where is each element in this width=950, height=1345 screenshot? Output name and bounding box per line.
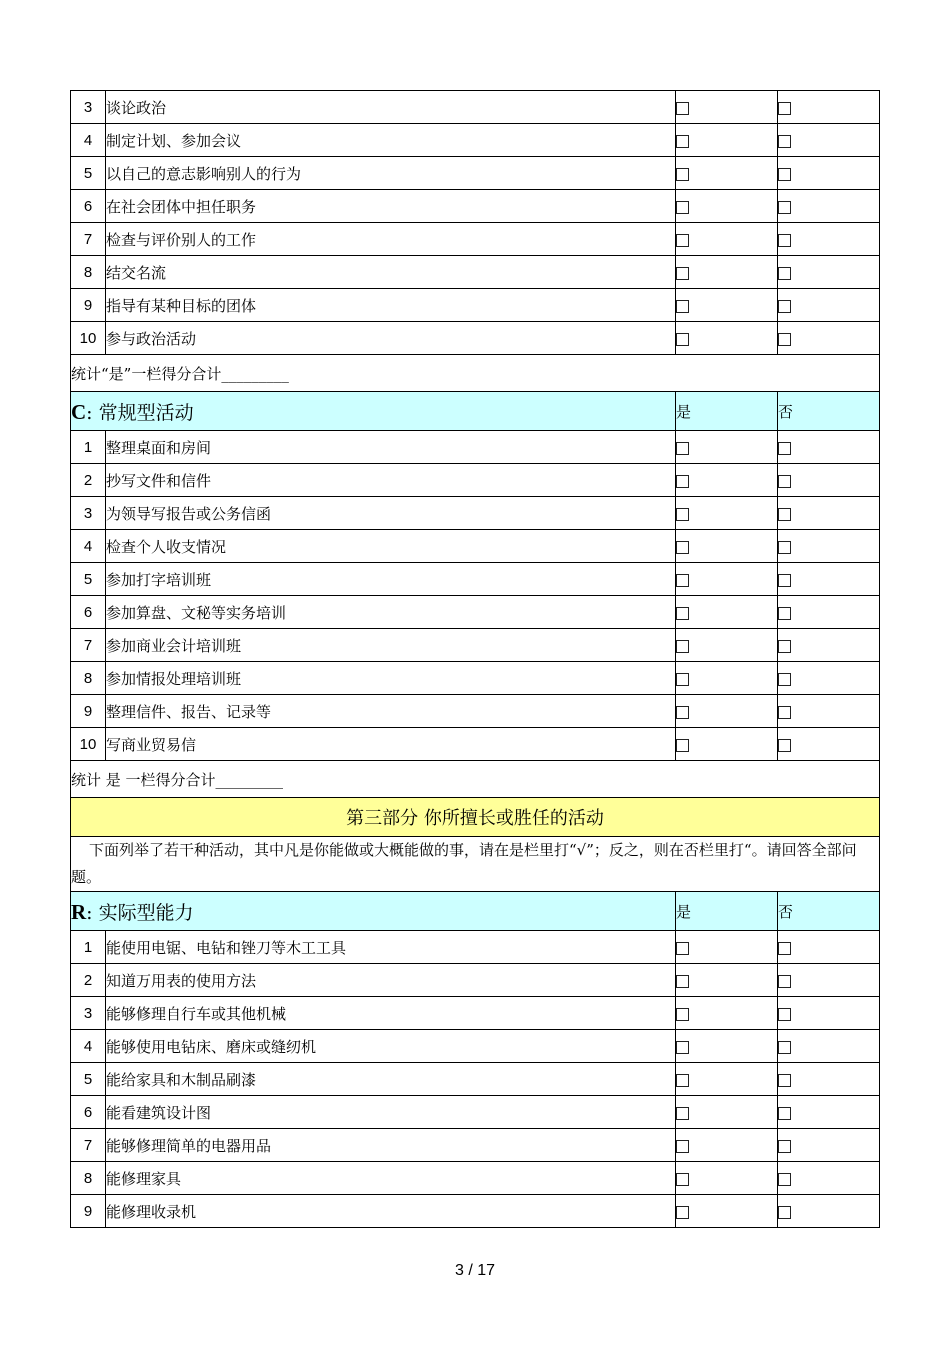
section-e-total-label[interactable]: 统计“是”一栏得分合计_________	[71, 355, 880, 392]
section-c-row	[71, 530, 880, 563]
section-e-row-text: 结交名流	[106, 256, 676, 289]
section-r-yes-cell	[676, 1195, 778, 1228]
section-r-row	[71, 1129, 880, 1162]
section-c-row	[71, 629, 880, 662]
section-c-row	[71, 695, 880, 728]
section-r-yes-cell	[676, 964, 778, 997]
section-r-row-text: 能修理收录机	[106, 1195, 676, 1228]
yes-checkbox[interactable]	[676, 739, 689, 752]
no-checkbox[interactable]	[778, 607, 791, 620]
section-r-yes-cell	[676, 997, 778, 1030]
section-c-row-text: 参加情报处理培训班	[106, 662, 676, 695]
section-r-row-number: 7	[71, 1129, 106, 1162]
section-c-no-cell	[778, 629, 880, 662]
section-c-no-cell	[778, 596, 880, 629]
yes-checkbox[interactable]	[676, 1008, 689, 1021]
section-c-yes-header: 是	[676, 392, 778, 431]
section-r-row-text: 能使用电锯、电钻和锉刀等木工工具	[106, 931, 676, 964]
section-c-row-text: 参加算盘、文秘等实务培训	[106, 596, 676, 629]
section-r-row	[71, 997, 880, 1030]
section-r-no-cell	[778, 1195, 880, 1228]
section-r-row-number: 6	[71, 1096, 106, 1129]
no-checkbox[interactable]	[778, 333, 791, 346]
yes-checkbox[interactable]	[676, 607, 689, 620]
no-checkbox[interactable]	[778, 574, 791, 587]
yes-checkbox[interactable]	[676, 706, 689, 719]
section-c-yes-cell	[676, 629, 778, 662]
section-e-no-cell	[778, 322, 880, 355]
section-c-row-number: 7	[71, 629, 106, 662]
section-r-rows	[71, 931, 880, 1228]
section-r-row	[71, 1162, 880, 1195]
section-c-row-number: 5	[71, 563, 106, 596]
section-e-row-number: 9	[71, 289, 106, 322]
section-c-row-number: 9	[71, 695, 106, 728]
section-e-no-cell	[778, 190, 880, 223]
no-checkbox[interactable]	[778, 442, 791, 455]
section-r-row	[71, 1096, 880, 1129]
section-c-yes-cell	[676, 596, 778, 629]
section-e-row-text: 在社会团体中担任职务	[106, 190, 676, 223]
section-e-row-text: 检查与评价别人的工作	[106, 223, 676, 256]
section-r-row	[71, 1030, 880, 1063]
no-checkbox[interactable]	[778, 706, 791, 719]
section-c-row	[71, 728, 880, 761]
section-r-yes-cell	[676, 1063, 778, 1096]
section-r-no-cell	[778, 1096, 880, 1129]
section-e-row-text: 谈论政治	[106, 91, 676, 124]
section-e-no-cell	[778, 124, 880, 157]
no-checkbox[interactable]	[778, 739, 791, 752]
yes-checkbox[interactable]	[676, 201, 689, 214]
section-c-row-text: 整理桌面和房间	[106, 431, 676, 464]
section-r-no-cell	[778, 964, 880, 997]
section-c-row-text: 抄写文件和信件	[106, 464, 676, 497]
section-e-row	[71, 256, 880, 289]
section-c-row-text: 整理信件、报告、记录等	[106, 695, 676, 728]
section-e-row-number: 3	[71, 91, 106, 124]
section-e-row	[71, 190, 880, 223]
section-c-row-text: 参加商业会计培训班	[106, 629, 676, 662]
section-c-row	[71, 497, 880, 530]
no-checkbox[interactable]	[778, 1173, 791, 1186]
no-checkbox[interactable]	[778, 267, 791, 280]
no-checkbox[interactable]	[778, 673, 791, 686]
yes-checkbox[interactable]	[676, 442, 689, 455]
no-checkbox[interactable]	[778, 541, 791, 554]
section-e-row-number: 4	[71, 124, 106, 157]
yes-checkbox[interactable]	[676, 1206, 689, 1219]
section-r-row	[71, 1195, 880, 1228]
section-e-no-cell	[778, 223, 880, 256]
section-r-row-number: 9	[71, 1195, 106, 1228]
section-e-yes-cell	[676, 256, 778, 289]
yes-checkbox[interactable]	[676, 640, 689, 653]
section-r-row	[71, 1063, 880, 1096]
section-c-row-text: 参加打字培训班	[106, 563, 676, 596]
section-e-row	[71, 289, 880, 322]
section-c-row-text: 写商业贸易信	[106, 728, 676, 761]
no-checkbox[interactable]	[778, 942, 791, 955]
section-c-no-cell	[778, 530, 880, 563]
yes-checkbox[interactable]	[676, 333, 689, 346]
section-c-letter: C	[71, 399, 87, 424]
section-e-total	[71, 355, 880, 392]
no-checkbox[interactable]	[778, 1107, 791, 1120]
section-r-row-text: 能看建筑设计图	[106, 1096, 676, 1129]
section-r-row-number: 3	[71, 997, 106, 1030]
section-e-yes-cell	[676, 124, 778, 157]
no-checkbox[interactable]	[778, 135, 791, 148]
section-c-name: : 常规型活动	[86, 401, 194, 424]
section-e-row-text: 以自己的意志影响别人的行为	[106, 157, 676, 190]
section-r-row-text: 能够使用电钻床、磨床或缝纫机	[106, 1030, 676, 1063]
yes-checkbox[interactable]	[676, 942, 689, 955]
section-c-row	[71, 596, 880, 629]
section-r-row-text: 知道万用表的使用方法	[106, 964, 676, 997]
section-c-row-number: 8	[71, 662, 106, 695]
yes-checkbox[interactable]	[676, 1074, 689, 1087]
part3-title: 第三部分 你所擅长或胜任的活动	[71, 798, 880, 837]
page-number: 3 / 17	[454, 1262, 496, 1279]
section-c-header	[71, 392, 880, 431]
section-e-row-text: 指导有某种目标的团体	[106, 289, 676, 322]
section-r-row-number: 1	[71, 931, 106, 964]
yes-checkbox[interactable]	[676, 673, 689, 686]
section-e-row	[71, 124, 880, 157]
section-r-yes-cell	[676, 1162, 778, 1195]
section-r-no-cell	[778, 1063, 880, 1096]
yes-checkbox[interactable]	[676, 135, 689, 148]
section-c-total-label[interactable]: 统计 是 一栏得分合计_________	[71, 761, 880, 798]
section-r-no-cell	[778, 1129, 880, 1162]
section-c-no-cell	[778, 662, 880, 695]
section-e-row-number: 8	[71, 256, 106, 289]
no-checkbox[interactable]	[778, 508, 791, 521]
section-r-yes-cell	[676, 1129, 778, 1162]
section-r-row-number: 2	[71, 964, 106, 997]
section-r-row-number: 5	[71, 1063, 106, 1096]
no-checkbox[interactable]	[778, 475, 791, 488]
no-checkbox[interactable]	[778, 168, 791, 181]
section-c-yes-cell	[676, 662, 778, 695]
section-r-row-text: 能修理家具	[106, 1162, 676, 1195]
section-c-yes-cell	[676, 497, 778, 530]
section-e-row	[71, 91, 880, 124]
section-e-no-cell	[778, 256, 880, 289]
section-r-yes-cell	[676, 1096, 778, 1129]
no-checkbox[interactable]	[778, 1140, 791, 1153]
section-r-row-number: 4	[71, 1030, 106, 1063]
section-r-yes-cell	[676, 1030, 778, 1063]
section-c-row-number: 1	[71, 431, 106, 464]
section-e-rows	[71, 91, 880, 355]
section-c-yes-cell	[676, 464, 778, 497]
section-e-row-text: 制定计划、参加会议	[106, 124, 676, 157]
section-c-yes-cell	[676, 695, 778, 728]
section-c-row	[71, 464, 880, 497]
yes-checkbox[interactable]	[676, 1107, 689, 1120]
no-checkbox[interactable]	[778, 1074, 791, 1087]
section-e-yes-cell	[676, 190, 778, 223]
section-c-row	[71, 662, 880, 695]
section-c-row-text: 为领导写报告或公务信函	[106, 497, 676, 530]
section-r-title	[71, 892, 676, 931]
section-e-row	[71, 157, 880, 190]
section-e-row-number: 5	[71, 157, 106, 190]
no-checkbox[interactable]	[778, 1206, 791, 1219]
part3-intro: 下面列举了若干种活动，其中凡是你能做或大概能做的事，请在是栏里打“√”；反之，则在否栏里打“。请回答全部问题。	[71, 837, 880, 892]
section-c-yes-cell	[676, 563, 778, 596]
section-r-no-cell	[778, 1030, 880, 1063]
section-c-row-text: 检查个人收支情况	[106, 530, 676, 563]
no-checkbox[interactable]	[778, 1008, 791, 1021]
section-c-title	[71, 392, 676, 431]
no-checkbox[interactable]	[778, 234, 791, 247]
section-c-no-cell	[778, 728, 880, 761]
section-c-total	[71, 761, 880, 798]
part3-header	[71, 798, 880, 892]
section-r-no-cell	[778, 997, 880, 1030]
yes-checkbox[interactable]	[676, 541, 689, 554]
section-r-name: : 实际型能力	[86, 901, 194, 924]
section-e-no-cell	[778, 157, 880, 190]
section-c-no-cell	[778, 695, 880, 728]
yes-checkbox[interactable]	[676, 267, 689, 280]
section-e-row-number: 7	[71, 223, 106, 256]
section-c-row-number: 10	[71, 728, 106, 761]
section-c-row-number: 4	[71, 530, 106, 563]
section-r-no-cell	[778, 931, 880, 964]
section-c-yes-cell	[676, 728, 778, 761]
section-c-row	[71, 431, 880, 464]
section-e-row	[71, 322, 880, 355]
section-e-yes-cell	[676, 322, 778, 355]
section-e-row-text: 参与政治活动	[106, 322, 676, 355]
section-r-row-number: 8	[71, 1162, 106, 1195]
no-checkbox[interactable]	[778, 975, 791, 988]
yes-checkbox[interactable]	[676, 475, 689, 488]
yes-checkbox[interactable]	[676, 975, 689, 988]
yes-checkbox[interactable]	[676, 1140, 689, 1153]
yes-checkbox[interactable]	[676, 234, 689, 247]
section-r-header	[71, 892, 880, 931]
section-c-row	[71, 563, 880, 596]
section-r-no-header: 否	[778, 892, 880, 931]
section-c-yes-cell	[676, 530, 778, 563]
section-c-no-header: 否	[778, 392, 880, 431]
section-c-no-cell	[778, 563, 880, 596]
section-r-yes-cell	[676, 931, 778, 964]
section-e-yes-cell	[676, 157, 778, 190]
no-checkbox[interactable]	[778, 300, 791, 313]
section-r-row	[71, 964, 880, 997]
section-c-row-number: 3	[71, 497, 106, 530]
no-checkbox[interactable]	[778, 640, 791, 653]
section-e-no-cell	[778, 289, 880, 322]
section-c-no-cell	[778, 464, 880, 497]
yes-checkbox[interactable]	[676, 300, 689, 313]
no-checkbox[interactable]	[778, 201, 791, 214]
section-e-yes-cell	[676, 91, 778, 124]
section-e-row	[71, 223, 880, 256]
section-e-yes-cell	[676, 289, 778, 322]
questionnaire-table	[70, 90, 880, 1228]
section-r-yes-header: 是	[676, 892, 778, 931]
section-r-row-text: 能给家具和木制品刷漆	[106, 1063, 676, 1096]
section-c-row-number: 2	[71, 464, 106, 497]
section-e-row-number: 10	[71, 322, 106, 355]
yes-checkbox[interactable]	[676, 168, 689, 181]
section-e-no-cell	[778, 91, 880, 124]
section-r-no-cell	[778, 1162, 880, 1195]
section-e-yes-cell	[676, 223, 778, 256]
section-c-yes-cell	[676, 431, 778, 464]
section-c-row-number: 6	[71, 596, 106, 629]
section-r-row-text: 能够修理简单的电器用品	[106, 1129, 676, 1162]
section-r-row-text: 能够修理自行车或其他机械	[106, 997, 676, 1030]
yes-checkbox[interactable]	[676, 102, 689, 115]
section-c-no-cell	[778, 497, 880, 530]
yes-checkbox[interactable]	[676, 574, 689, 587]
section-c-rows	[71, 431, 880, 761]
section-r-letter: R	[71, 899, 87, 924]
no-checkbox[interactable]	[778, 102, 791, 115]
section-r-row	[71, 931, 880, 964]
section-c-no-cell	[778, 431, 880, 464]
no-checkbox[interactable]	[778, 1041, 791, 1054]
section-e-row-number: 6	[71, 190, 106, 223]
yes-checkbox[interactable]	[676, 1041, 689, 1054]
yes-checkbox[interactable]	[676, 508, 689, 521]
yes-checkbox[interactable]	[676, 1173, 689, 1186]
